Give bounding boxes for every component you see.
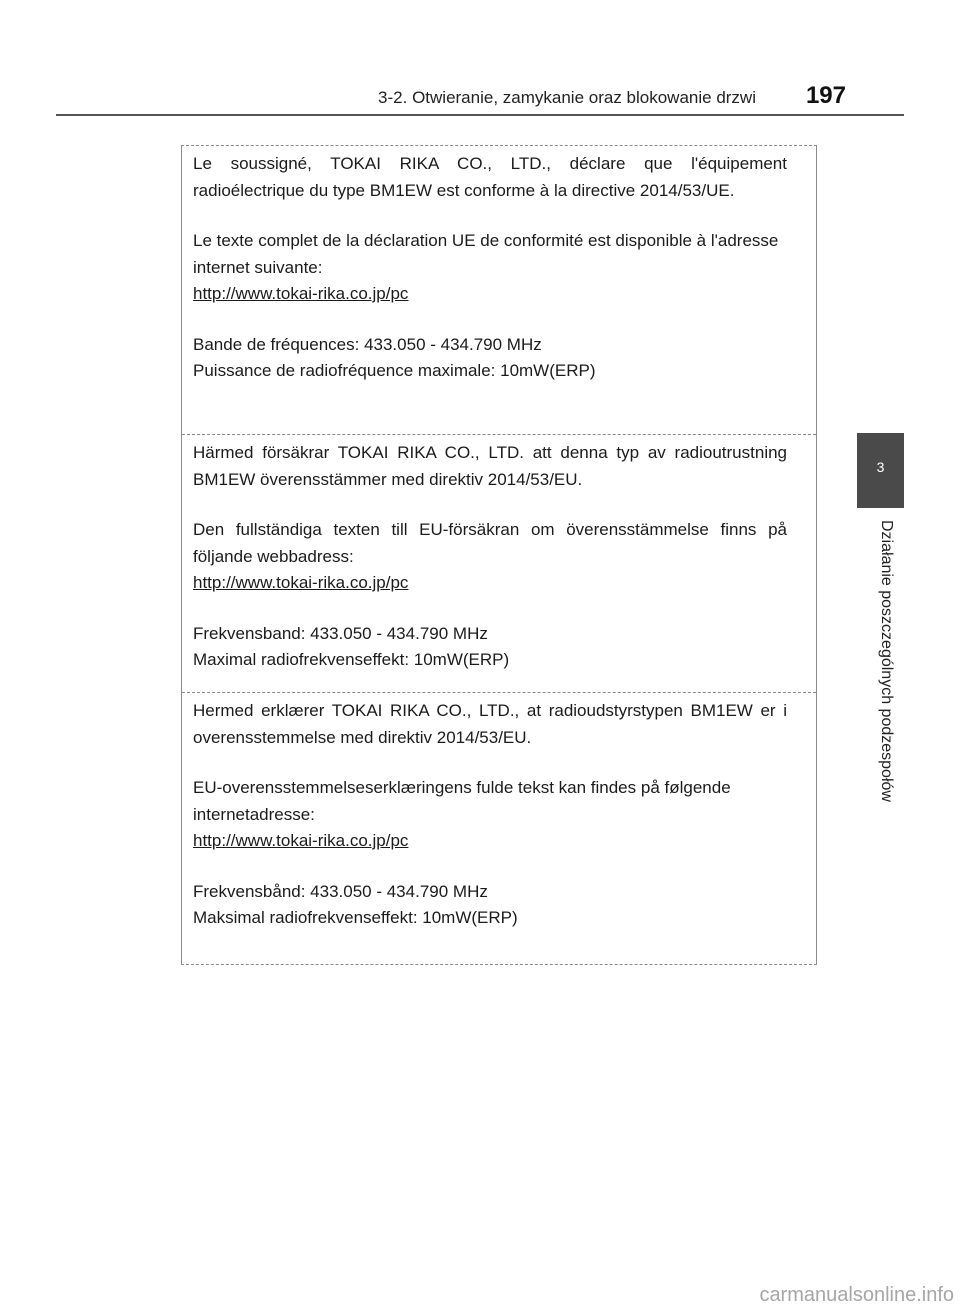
availability-text: Den fullständiga texten till EU-försäkran om överensstämmelse finns på följande webbadress: bbox=[193, 520, 787, 566]
declaration-text: Hermed erklærer TOKAI RIKA CO., LTD., at radioudstyrstypen BM1EW er i overensstemmelse med direktiv 2014/53/EU. bbox=[193, 701, 787, 747]
frequency-text: Bande de fréquences: 433.050 - 434.790 MHz bbox=[193, 334, 542, 354]
page-number: 197 bbox=[805, 82, 846, 109]
declaration-url-link[interactable]: http://www.tokai-rika.co.jp/pc bbox=[193, 573, 409, 592]
header-rule bbox=[56, 114, 904, 116]
declaration-url-link[interactable]: http://www.tokai-rika.co.jp/pc bbox=[193, 831, 409, 850]
declaration-url-link[interactable]: http://www.tokai-rika.co.jp/pc bbox=[193, 284, 409, 303]
declaration-text: Le soussigné, TOKAI RIKA CO., LTD., déclare que l'équipement radioélectrique du type BM1EW est conforme à la directive 2014/53/UE. bbox=[193, 154, 787, 200]
frequency-text: Frekvensband: 433.050 - 434.790 MHz bbox=[193, 623, 488, 643]
declaration-text: Härmed försäkrar TOKAI RIKA CO., LTD. att denna typ av radioutrustning BM1EW överensstämmer med direktiv 2014/53/EU. bbox=[193, 443, 787, 489]
declaration-box bbox=[181, 145, 817, 965]
page-header bbox=[56, 78, 904, 118]
power-text: Puissance de radiofréquence maximale: 10mW(ERP) bbox=[193, 361, 596, 380]
chapter-tab bbox=[857, 433, 904, 508]
declaration-section-swedish bbox=[182, 434, 816, 693]
declaration-section-danish bbox=[182, 692, 816, 965]
section-title: 3-2. Otwieranie, zamykanie oraz blokowanie drzwi bbox=[378, 88, 756, 107]
watermark: carmanualsonline.info bbox=[759, 1284, 954, 1306]
frequency-text: Frekvensbånd: 433.050 - 434.790 MHz bbox=[193, 881, 488, 901]
availability-text: EU-overensstemmelseserklæringens fulde tekst kan findes på følgende internetadresse: bbox=[193, 778, 731, 824]
power-text: Maximal radiofrekvenseffekt: 10mW(ERP) bbox=[193, 650, 510, 669]
power-text: Maksimal radiofrekvenseffekt: 10mW(ERP) bbox=[193, 908, 518, 927]
chapter-number: 3 bbox=[876, 459, 885, 475]
declaration-section-french bbox=[182, 146, 816, 434]
chapter-title: Działanie poszczególnych podzespołów bbox=[878, 520, 895, 802]
availability-text: Le texte complet de la déclaration UE de conformité est disponible à l'adresse internet suivante: bbox=[193, 231, 779, 277]
